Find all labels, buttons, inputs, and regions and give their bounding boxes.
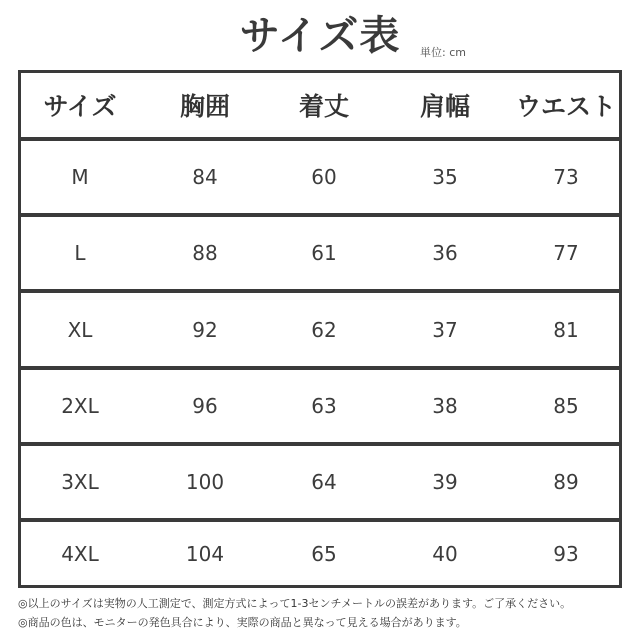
cell-shoulder: 37 — [432, 317, 458, 342]
table-row — [21, 370, 619, 442]
cell-size: 3XL — [61, 470, 99, 494]
cell-chest: 88 — [192, 241, 218, 265]
cell-chest: 92 — [192, 317, 218, 342]
cell-chest: 84 — [192, 165, 218, 189]
cell-chest: 104 — [185, 541, 225, 566]
table-row — [21, 522, 619, 585]
cell-waist: 85 — [553, 394, 579, 418]
cell-length: 61 — [311, 241, 337, 265]
cell-shoulder: 36 — [432, 241, 458, 265]
cell-shoulder: 35 — [432, 165, 458, 189]
table-row — [21, 293, 619, 366]
cell-length: 64 — [311, 470, 337, 494]
cell-size: L — [74, 241, 86, 265]
cell-waist: 89 — [553, 470, 579, 494]
size-table — [18, 70, 622, 588]
cell-shoulder: 40 — [432, 541, 458, 566]
cell-chest: 100 — [185, 470, 225, 494]
cell-waist: 73 — [553, 165, 579, 189]
unit-note: 単位: cm — [420, 46, 466, 59]
cell-length: 62 — [311, 317, 337, 342]
table-header-row — [21, 73, 619, 137]
cell-size: XL — [67, 317, 93, 342]
cell-shoulder: 38 — [432, 394, 458, 418]
cell-waist: 81 — [553, 317, 579, 342]
header-shoulder: 肩幅 — [419, 92, 470, 121]
cell-waist: 93 — [553, 541, 579, 566]
header-chest: 胸囲 — [179, 92, 230, 121]
cell-waist: 77 — [553, 241, 579, 265]
cell-length: 60 — [311, 165, 337, 189]
cell-length: 63 — [311, 394, 337, 418]
page-title: サイズ表 — [239, 13, 401, 59]
notes — [18, 594, 628, 632]
note-measurement-error: ◎以上のサイズは実物の人工測定で、測定方式によって1-3センチメートルの誤差があります。ご了承ください。 — [18, 597, 572, 610]
header-size: サイズ — [43, 92, 117, 121]
table-row — [21, 217, 619, 289]
table-row — [21, 141, 619, 213]
cell-size: 2XL — [61, 394, 99, 418]
table-row — [21, 446, 619, 518]
note-color-difference: ◎商品の色は、モニターの発色具合により、実際の商品と異なって見える場合があります。 — [18, 616, 467, 629]
cell-size: 4XL — [61, 541, 99, 566]
header-waist: ウエスト — [515, 92, 616, 121]
header-length: 着丈 — [298, 92, 349, 121]
cell-shoulder: 39 — [432, 470, 458, 494]
cell-chest: 96 — [192, 394, 218, 418]
cell-length: 65 — [311, 541, 337, 566]
cell-size: M — [71, 165, 89, 189]
